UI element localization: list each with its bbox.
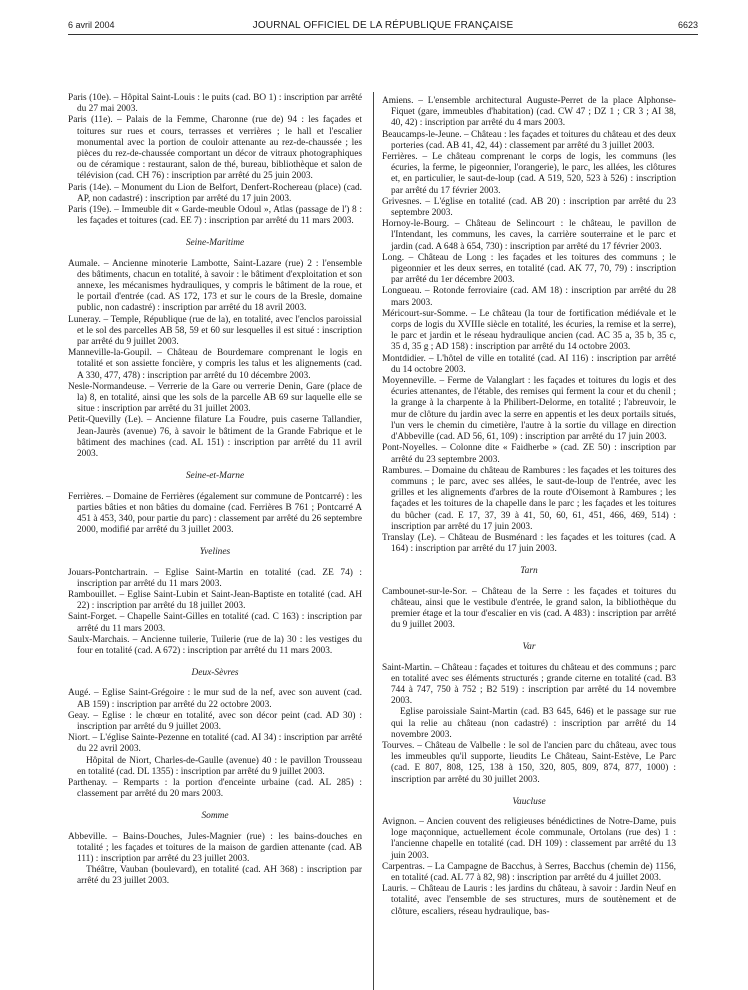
entry-text: Saulx-Marchais. – Ancienne tuilerie, Tuilerie (rue de la) 30 : les vestiges du four en totalité (cad. A 672) : inscription par arrêté du 11 mars 2003. [68,634,362,656]
monument-entry [382,286,676,308]
monument-entry [382,884,676,918]
monument-entry [68,382,362,416]
entry-text: Cambounet-sur-le-Sor. – Château de la Serre : les façades et toitures du château, ainsi que le vestibule d'entrée, le grand salon, la bibliothèque du premier étage et la tour d'escalier en vis (cad. A 483) : inscription par arrêté du 9 juillet 2003. [382,586,676,631]
entry-text: Augé. – Eglise Saint-Grégoire : le mur sud de la nef, avec son auvent (cad. AB 159) : inscription par arrêté du 22 octobre 2003. [68,688,362,710]
monument-entry [68,778,362,800]
entry-text: Petit-Quevilly (Le). – Ancienne filature La Foudre, puis caserne Tallandier, Jean-Jaurès (avenue) 76, à savoir le bâtiment de la Grande Fabrique et le bâtiment des machines (cad. AL 151) : inscription par arrêté du 11 avril 2003. [68,415,362,460]
entry-text: Abbeville. – Bains-Douches, Jules-Magnier (rue) : les bains-douches en totalité ; les façades et toitures de la maison de gardien attenante (cad. AB 111) : inscription par arrêté du 23 juillet 2003. [68,831,362,864]
monument-entry [68,568,362,590]
entry-continuation: Théâtre, Vauban (boulevard), en totalité (cad. AH 368) : inscription par arrêté du 23 juillet 2003. [77,865,362,887]
entry-text: Tourves. – Château de Valbelle : le sol de l'ancien parc du château, avec tous les immeubles qu'il supporte, lieudits Le Château, Saint-Estève, Le Parc (cad. E 807, 808, 125, 138 à 150, 320, 805, 809, 874, 877, 1000) : inscription par arrêté du 30 juillet 2003. [382,740,676,785]
entry-text: Paris (14e). – Monument du Lion de Belfort, Denfert-Rochereau (place) (cad. AP, non cadastré) : inscription par arrêté du 17 juin 2003. [68,182,362,204]
entry-text: Grivesnes. – L'église en totalité (cad. AB 20) : inscription par arrêté du 23 septembre 2003. [382,196,676,219]
entry-text: Longueau. – Rotonde ferroviaire (cad. AM 18) : inscription par arrêté du 28 mars 2003. [382,286,676,308]
entry-text: Pont-Noyelles. – Colonne dite « Faidherbe » (cad. ZE 50) : inscription par arrêté du 23 septembre 2003. [382,443,676,465]
monument-entry [68,115,362,182]
department-heading: Vaucluse [512,796,546,807]
department-heading: Yvelines [199,547,231,558]
entry-continuation: Eglise paroissiale Saint-Martin (cad. B3 645, 646) et le passage sur rue qui la relie au château (non cadastré) : inscription par arrêté du 14 novembre 2003. [391,707,676,740]
monument-entry [68,93,362,115]
monument-entry [382,663,676,741]
department-heading: Seine-Maritime [185,238,245,249]
monument-entry [382,443,676,465]
monument-entry [382,253,676,287]
entry-text: Geay. – Eglise : le chœur en totalité, avec son décor peint (cad. AD 30) : inscription par arrêté du 9 juillet 2003. [68,710,362,732]
page-number: 6623 [677,20,698,30]
monument-entry [68,348,362,382]
entry-text: Jouars-Pontchartrain. – Eglise Saint-Martin en totalité (cad. ZE 74) : inscription par arrêté du 11 mars 2003. [68,567,362,589]
monument-entry [68,205,362,227]
entry-text: Paris (10e). – Hôpital Saint-Louis : le puits (cad. BO 1) : inscription par arrêté du 27 mai 2003. [68,93,362,115]
monument-entry [382,219,676,253]
monument-entry [382,466,676,533]
column-separator [373,92,374,990]
monument-entry [68,711,362,733]
monument-entry [382,197,676,219]
monument-entry [68,590,362,612]
monument-entry [382,817,676,862]
monument-entry [68,832,362,888]
header-date: 6 avril 2004 [68,20,115,30]
monument-entry [382,533,676,555]
entry-text: Aumale. – Ancienne minoterie Lambotte, Saint-Lazare (rue) 2 : l'ensemble des bâtiments, chacun en totalité, à savoir : le bâtiment d'exploitation et son annexe, les mécanismes hydrauliques, y compris le bâtiment de la roue, et le portail d'entrée (cad. AS 172, 173 et sur le cours de la Bresle, domaine public, non cadastré) : inscription par arrêté du 18 avril 2003. [68,258,362,314]
entry-text: Saint-Martin. – Château : façades et toitures du château et des communs ; parc en totalité avec ses éléments structurés ; grande citerne en totalité (cad. B3 744 à 747, 750 à 752 ; B2 519) : inscription par arrêté du 14 novembre 2003. [382,662,676,707]
entry-text: Rambouillet. – Eglise Saint-Lubin et Saint-Jean-Baptiste en totalité (cad. AH 22) : inscription par arrêté du 18 juillet 2003. [68,589,362,612]
monument-entry [68,492,362,537]
department-heading: Seine-et-Marne [185,471,245,482]
monument-entry [68,183,362,205]
monument-entry [68,415,362,460]
monument-entry [68,688,362,710]
monument-entry [382,587,676,632]
monument-entry [382,152,676,197]
entry-text: Montdidier. – L'hôtel de ville en totalité (cad. AI 116) : inscription par arrêté du 14 octobre 2003. [382,353,676,375]
monument-entry [382,862,676,884]
entry-text: Ferrières. – Domaine de Ferrières (également sur commune de Pontcarré) : les parties bâties et non bâties du domaine (cad. Ferrières B 761 ; Pontcarré A 451 à 453, 340, pour partie du parc) : classement par arrêté du 26 septembre 2000, modifié par arrêté du 3 juillet 2003. [68,491,362,536]
entry-text: Luneray. – Temple, République (rue de la), en totalité, avec l'enclos paroissial et le sol des parcelles AB 58, 59 et 60 sur lesquelles il est situé : inscription par arrêté du 9 juillet 2003. [68,314,362,348]
entry-text: Beaucamps-le-Jeune. – Château : les façades et toitures du château et des deux porteries (cad. AB 41, 42, 44) : classement par arrêté du 3 juillet 2003. [382,129,676,151]
entry-text: Nesle-Normandeuse. – Verrerie de la Gare ou verrerie Denin, Gare (place de la) 8, en totalité, ainsi que les sols de la parcelle AB 69 sur laquelle elle se situe : inscription par arrêté du 31 juillet 2003. [68,381,362,415]
journal-title: JOURNAL OFFICIEL DE LA RÉPUBLIQUE FRANÇAISE [252,20,514,31]
left-column [68,93,362,888]
entry-text: Ferrières. – Le château comprenant le corps de logis, les communs (les écuries, la ferme, le pigeonnier, l'orangerie), le parc, les allées, les clôtures et, en particulier, le saut-de-loup (cad. A 519, 520, 523 à 526) : inscription par arrêté du 17 février 2003. [382,152,676,196]
monument-entry [382,130,676,152]
header-rule [68,34,698,35]
entry-text: Carpentras. – La Campagne de Bacchus, à Serres, Bacchus (chemin de) 1156, en totalité (cad. AL 77 à 82, 98) : inscription par arrêté du 4 juillet 2003. [382,861,676,883]
monument-entry [68,259,362,315]
entry-text: Hornoy-le-Bourg. – Château de Selincourt : le château, le pavillon de l'Intendant, les communs, les caves, la carrière souterraine et le parc et jardin (cad. A 648 à 654, 730) : inscription par arrêté du 17 février 2003. [382,219,676,252]
entry-text: Niort. – L'église Sainte-Pezenne en totalité (cad. AI 34) : inscription par arrêté du 22 avril 2003. [68,733,362,755]
entry-text: Manneville-la-Goupil. – Château de Bourdemare comprenant le logis en totalité et son assiette foncière, y compris les talus et les alignements (cad. A 330, 477, 478) : inscription par arrêté du 10 décembre 2003. [68,348,362,381]
entry-text: Lauris. – Château de Lauris : les jardins du château, à savoir : Jardin Neuf en totalité, avec l'ensemble de ses structures, murs de soutènement et de clôture, escaliers, réseau hydraulique, bas- [382,884,676,917]
monument-entry [382,96,676,130]
monument-entry [68,635,362,657]
monument-entry [382,309,676,354]
entry-text: Amiens. – L'ensemble architectural Auguste-Perret de la place Alphonse-Fiquet (gare, immeubles d'habitation) (cad. CW 47 ; DZ 1 ; CR 3 ; AI 38, 40, 42) : inscription par arrêté du 4 mars 2003. [382,96,676,129]
right-column [382,96,676,918]
entry-text: Saint-Forget. – Chapelle Saint-Gilles en totalité (cad. C 163) : inscription par arrêté du 11 mars 2003. [68,612,362,634]
entry-continuation: Hôpital de Niort, Charles-de-Gaulle (avenue) 40 : le pavillon Trousseau en totalité (cad. DL 1355) : inscription par arrêté du 9 juillet 2003. [77,755,362,777]
entry-text: Méricourt-sur-Somme. – Le château (la tour de fortification médiévale et le corps de logis du XVIIIe siècle en totalité, les écuries, la remise et la serre), le parc et jardin et le réseau hydraulique ancien (cad. AC 35 a, 35 b, 35 c, 35 d, 35 g ; AD 158) : inscription par arrêté du 14 octobre 2003. [382,308,676,353]
entry-text: Paris (19e). – Immeuble dit « Garde-meuble Odoul », Atlas (passage de l') 8 : les façades et toitures (cad. EE 7) : inscription par arrêté du 11 mars 2003. [68,205,362,227]
monument-entry [68,315,362,349]
entry-text: Paris (11e). – Palais de la Femme, Charonne (rue de) 94 : les façades et toitures sur rues et cours, terrasses et verrières ; le hall et l'escalier monumental avec la portion de couloir attenante au rez-de-chaussée ; les pièces du rez-de-chaussée comportant un décor de vitraux photographiques ou de céramique : restaurant, salon de thé, bureau, bibliothèque et salon de télévision (cad. CH 76) : inscription par arrêté du 25 juin 2003. [68,115,362,182]
monument-entry [68,612,362,634]
department-heading: Somme [201,811,229,822]
entry-text: Avignon. – Ancien couvent des religieuses bénédictines de Notre-Dame, puis loge maçonnique, actuellement école communale, Ortolans (rue des) 1 : l'ancienne chapelle en totalité (cad. DH 109) : classement par arrêté du 13 juin 2003. [382,816,676,861]
monument-entry [68,733,362,778]
department-heading: Tarn [520,566,538,577]
entry-text: Rambures. – Domaine du château de Rambures : les façades et les toitures des communs ; le parc, avec ses allées, le saut-de-loup de l'entrée, avec les grilles et les alignements d'arbres de la route d'Oisemont à Rambures ; les façades et les toitures de la chapelle dans le parc ; les façades et les toitures du bûcher (cad. E 17, 37, 39 à 41, 50, 60, 61, 451, 466, 469, 514) : inscription par arrêté du 17 juin 2003. [382,465,676,532]
department-heading: Var [522,642,536,653]
entry-text: Parthenay. – Remparts : la portion d'enceinte urbaine (cad. AL 285) : classement par arrêté du 20 mars 2003. [68,777,362,800]
department-heading: Deux-Sèvres [191,668,239,679]
entry-text: Long. – Château de Long : les façades et les toitures des communs ; le pigeonnier et les deux serres, en totalité (cad. AK 77, 70, 79) : inscription par arrêté du 1er décembre 2003. [382,252,676,286]
monument-entry [382,376,676,443]
monument-entry [382,741,676,786]
entry-text: Translay (Le). – Château de Busménard : les façades et les toitures (cad. A 164) : inscription par arrêté du 17 juin 2003. [382,532,676,555]
monument-entry [382,354,676,376]
entry-text: Moyenneville. – Ferme de Valanglart : les façades et toitures du logis et des écuries attenantes, de l'étable, des remises qui ferment la cour et du chenil ; la grange à la charpente à la Philibert-Delorme, en totalité ; l'abreuvoir, le mur de clôture du jardin avec la serre en appentis et les deux portails situés, l'un vers le chemin du cimetière, l'autre à la sortie du village en direction d'Abbeville (cad. AD 56, 61, 109) : inscription par arrêté du 17 juin 2003. [382,376,676,443]
